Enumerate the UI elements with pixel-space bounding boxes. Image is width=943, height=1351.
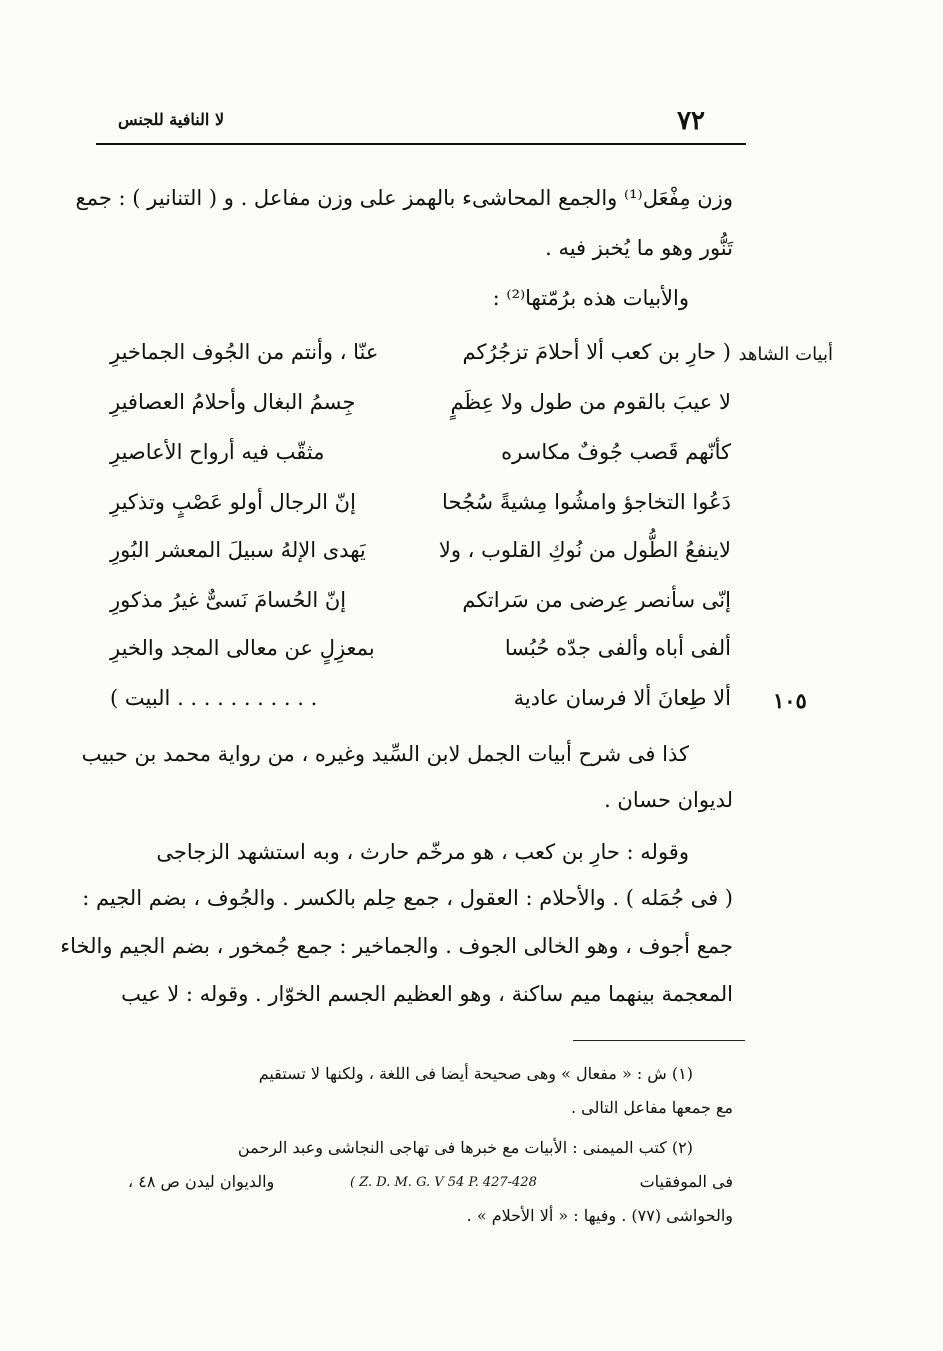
body-line: وقوله : حارِ بن كعب ، هو مرخّم حارث ، وبه استشهد الزجاجى	[156, 840, 689, 864]
body-line: والأبيات هذه برُمّتها⁽²⁾ :	[492, 286, 689, 310]
verse-hemistich-second: يَهدى الإلهُ سبيلَ المعشر البُورِ	[110, 538, 366, 562]
footnote-line: (٢) كتب الميمنى : الأبيات مع خبرها فى تهاجى النجاشى وعبد الرحمن	[237, 1138, 693, 1157]
verse-hemistich-second: عنّا ، وأنتم من الجُوف الجماخيرِ	[110, 340, 379, 364]
footnote-line: مع جمعها مفاعل التالى .	[570, 1098, 733, 1117]
body-line: كذا فى شرح أبيات الجمل لابن السِّيد وغيره ، من رواية محمد بن حبيب	[81, 742, 689, 766]
body-line: لديوان حسان .	[604, 788, 733, 812]
verse-hemistich-first: ألفى أباه وألفى جدّه حُبُسا	[504, 636, 731, 660]
body-line: ( فى جُمَله ) . والأحلام : العقول ، جمع حِلم بالكسر . والجُوف ، بضم الجيم :	[82, 886, 733, 910]
footnote-line: والديوان ليدن ص ٤٨ ،	[128, 1172, 275, 1191]
running-title: لا النافية للجنس	[118, 110, 225, 129]
verse-number: ١٠٥	[773, 688, 807, 713]
verse-hemistich-first: دَعُوا التخاجؤ وامشُوا مِشيةً سُجُحا	[442, 490, 731, 514]
body-line: جمع أجوف ، وهو الخالى الجوف . والجماخير : جمع جُمخور ، بضم الجيم والخاء	[60, 934, 733, 958]
verse-hemistich-first: ( حارِ بن كعب ألا أحلامَ تزجُرُكم	[462, 340, 731, 364]
side-label: أبيات الشاهد	[738, 344, 833, 365]
footnote-line: فى الموفقيات	[639, 1172, 733, 1191]
body-line: المعجمة بينهما ميم ساكنة ، وهو العظيم الجسم الخوّار . وقوله : لا عيب	[121, 982, 733, 1006]
verse-hemistich-first: إنّى سأنصر عِرضى من سَراتكم	[462, 588, 731, 612]
footnote-line: (١) ش : « مفعال » وهى صحيحة أيضا فى اللغة ، ولكنها لا تستقيم	[258, 1064, 693, 1083]
verse-hemistich-second: مثقّب فيه أرواح الأعاصيرِ	[110, 440, 325, 464]
body-line: وزن مِفْعَل⁽¹⁾ والجمع المحاشىء بالهمز على وزن مفاعل . و ( التنانير ) : جمع	[75, 186, 733, 210]
verse-hemistich-second: . . . . . . . . . . . البيت )	[110, 686, 318, 710]
header-rule	[96, 143, 746, 145]
verse-hemistich-first: لا عيبَ بالقوم من طول ولا عِظَمٍ	[450, 390, 731, 414]
verse-hemistich-second: جِسمُ البغال وأحلامُ العصافيرِ	[110, 390, 356, 414]
verse-hemistich-second: إنّ الحُسامَ نَسىٌّ غيرُ مذكورِ	[110, 588, 347, 612]
verse-hemistich-first: لاينفعُ الطُّول من نُوكِ القلوب ، ولا	[438, 538, 731, 562]
verse-hemistich-second: بمعزِلٍ عن معالى المجد والخيرِ	[110, 636, 375, 660]
footnote-line: والحواشى (٧٧) . وفيها : « ألا الأحلام » .	[466, 1206, 733, 1225]
page-number: ٧٢	[677, 106, 705, 136]
verse-hemistich-second: إنّ الرجال أولو عَصْبٍ وتذكيرِ	[110, 490, 356, 514]
footnote-latin-ref: ( Z. D. M. G. V 54 P. 427-428	[350, 1175, 537, 1190]
verse-hemistich-first: ألا طِعانَ ألا فرسان عادية	[513, 686, 731, 710]
body-line: تَنُّور وهو ما يُخبز فيه .	[545, 236, 733, 260]
footnote-rule	[573, 1040, 745, 1041]
verse-hemistich-first: كأنّهم قَصب جُوفٌ مكاسره	[501, 440, 731, 464]
